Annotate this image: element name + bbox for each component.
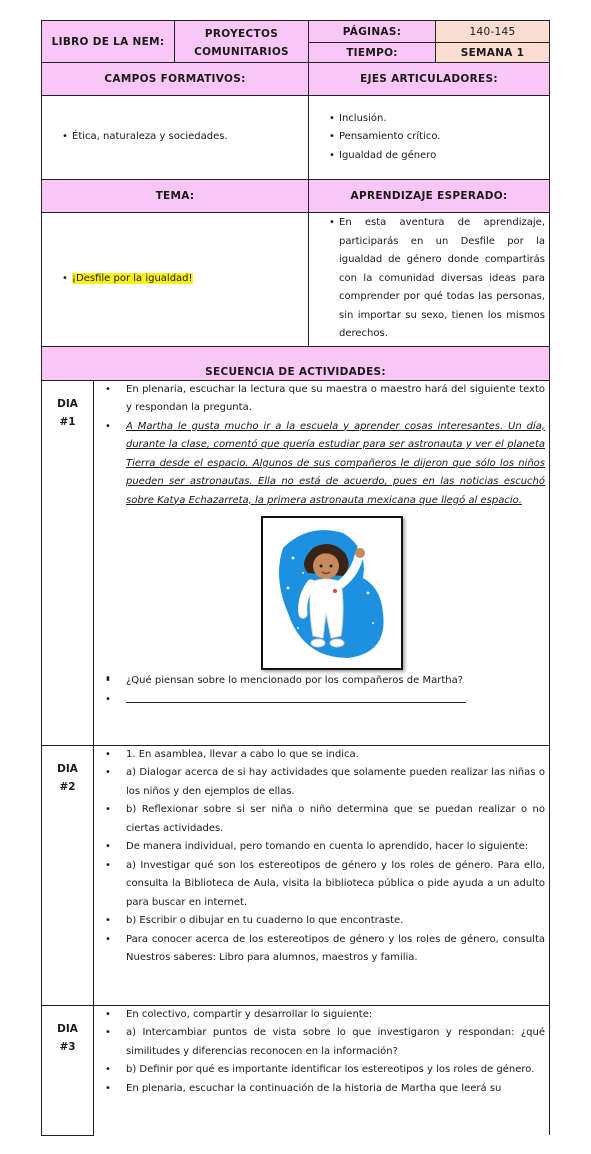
day2-item: • 1. En asamblea, llevar a cabo lo que se indica. [105, 746, 545, 765]
day1-label: DIA #1 [57, 397, 78, 428]
day2-item: • Para conocer acerca de los estereotipos de género y los roles de género, consulta Nuestros saberes: Libro para alumnos, maestros y familia. [105, 931, 545, 968]
tema-list [62, 270, 308, 289]
day3-list [116, 1006, 545, 1099]
day3-item: • En colectivo, compartir y desarrollar lo siguiente: [105, 1006, 545, 1025]
libro-label: LIBRO DE LA NEM: [42, 21, 175, 63]
sequence-table [41, 346, 550, 1136]
day1-label-cell [42, 380, 94, 745]
header-table [41, 20, 550, 347]
paginas-label: PÁGINAS: [309, 21, 436, 43]
ejes-list [329, 110, 549, 166]
day1-story-text: A Martha le gusta mucho ir a la escuela y aprender cosas interesantes. Un día, durante la clase, comentó que quería estudiar para ser astronauta y ver el planeta Tierra desde el espacio. Algunos de sus compañeros le dijeron que sólo los niños pueden ser astronautas. Ella no está de acuerdo, pues en las noticias escuchó sobre Katya Echazarreta, la primera astronauta mexicana que llegó al espacio. [126, 420, 546, 506]
aprendizaje-cell [309, 213, 550, 347]
libro-value: PROYECTOS COMUNITARIOS [175, 21, 309, 63]
tema-label: TEMA: [42, 180, 309, 213]
day1-item [105, 381, 545, 418]
day1-story [105, 418, 545, 511]
tema-value: ¡Desfile por la igualdad! [72, 273, 193, 284]
day2-item: • b) Reflexionar sobre si ser niña o niño determina que se puedan realizar o no ciertas actividades. [105, 801, 545, 838]
paginas-value: 140-145 [436, 21, 550, 43]
campos-list [62, 128, 308, 147]
day3-label: DIA #3 [57, 1022, 78, 1053]
day2-list [116, 746, 545, 968]
ejes-cell [309, 96, 550, 180]
ejes-label: EJES ARTICULADORES: [309, 63, 550, 96]
day2-label-cell [42, 745, 94, 1005]
tiempo-label: TIEMPO: [309, 43, 436, 63]
secuencia-title: SECUENCIA DE ACTIVIDADES: [42, 346, 550, 380]
campos-item: • Ética, naturaleza y sociedades. [62, 128, 308, 147]
ejes-item: • Inclusión. [329, 110, 549, 129]
day2-item: • De manera individual, pero tomando en cuenta lo aprendido, hacer lo siguiente: [105, 838, 545, 857]
day1-list [116, 381, 545, 511]
lesson-plan-page [41, 20, 549, 1154]
aprendizaje-label: APRENDIZAJE ESPERADO: [309, 180, 550, 213]
ejes-item: • Pensamiento crítico. [329, 128, 549, 147]
day3-label-cell [42, 1005, 94, 1135]
day3-content [94, 1005, 550, 1135]
answer-blank [126, 691, 466, 703]
day3-item: • En plenaria, escuchar la continuación de la historia de Martha que leerá su [105, 1080, 545, 1099]
day1-item-text: En plenaria, escuchar la lectura que su maestra o maestro hará del siguiente texto y respondan la pregunta. [126, 383, 546, 413]
tiempo-value: SEMANA 1 [436, 43, 550, 63]
day3-item: • a) Intercambiar puntos de vista sobre lo que investigaron y respondan: ¿qué similitudes y diferencias reconocen en la información? [105, 1024, 545, 1061]
day2-item: • a) Dialogar acerca de si hay actividades que solamente pueden realizar las niñas o los niños y den ejemplos de ellas. [105, 764, 545, 801]
astronaut-icon [263, 518, 401, 668]
campos-cell [42, 96, 309, 180]
day1-list-2 [116, 672, 545, 710]
ejes-item: • Igualdad de género [329, 147, 549, 166]
astronaut-illustration [261, 516, 403, 670]
day2-label: DIA #2 [57, 762, 78, 793]
day1-content [94, 380, 550, 745]
day1-answer-line [105, 691, 545, 711]
aprendizaje-item: • En esta aventura de aprendizaje, participarás en un Desfile por la igualdad de género donde compartirás con la comunidad diversas ideas para comprender por qué todas las personas, sin importar su sexo, tienen los mismos derechos. [329, 214, 545, 344]
aprendizaje-list [329, 214, 545, 344]
day1-question [105, 672, 545, 691]
campos-label: CAMPOS FORMATIVOS: [42, 63, 309, 96]
day3-item: • b) Definir por qué es importante identificar los estereotipos y los roles de género. [105, 1061, 545, 1080]
tema-cell [42, 213, 309, 347]
day2-item: • b) Escribir o dibujar en tu cuaderno lo que encontraste. [105, 912, 545, 931]
day2-item: • a) Investigar qué son los estereotipos de género y los roles de género. Para ello, consulta la Biblioteca de Aula, visita la biblioteca pública o pide ayuda a un adulto para buscar en internet. [105, 857, 545, 913]
day2-content [94, 745, 550, 1005]
day1-question-text: ¿Qué piensan sobre lo mencionado por los compañeros de Martha? [126, 675, 464, 686]
tema-item [62, 270, 308, 289]
